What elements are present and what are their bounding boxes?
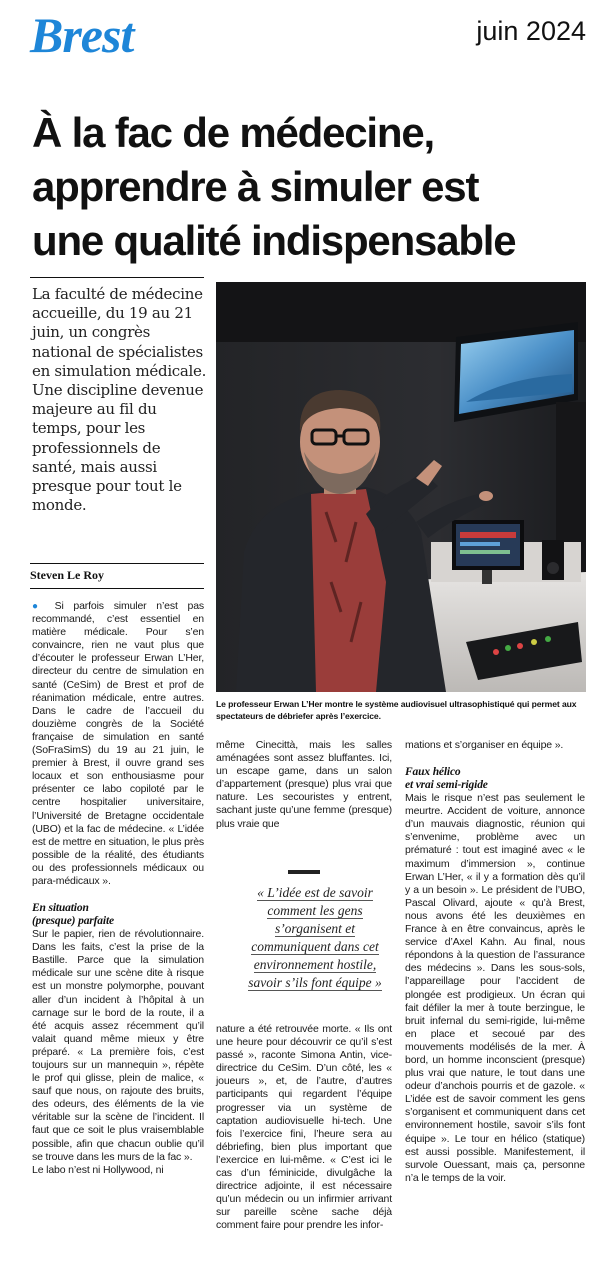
masthead xyxy=(0,0,592,70)
issue-date: juin 2024 xyxy=(476,16,586,46)
article-column-1 xyxy=(32,600,204,1177)
col3-paragraph-2: Mais le risque n’est pas seulement le meurtre. Accident de voiture, annonce d’un mauvais diagnostic, réunion qui s’envenime, problème avec un prématuré : tout est imaginé avec « le maximum d’immersion », continue Erwan L’Her, « il y a formation dès qu’il y a un besoin ». Le président de l’UBO, Pascal Olivard, ajoute « qu’à Brest, nous avons été les deuxièmes en France à en être convaincus, après le service d’Axel Kahn. Au final, nous répondons à la question de l’assurance des médecins ». Dans les sous-sols, l’appareillage pour l’accident de plongée est prodigieux. Un écran qui fait défiler la mer à toute berzingue, le bruit infernal du semi-rigide, lui-même en place et secoué par des mouvements modélisés de la mer. À bord, un homme inconscient (presque) plus vrai que nature, le tout dans une odeur d’anchois pourris et de gazole. « L’idée est de savoir comment les gens s’organisent et communiquent dans cet environnement hostile, savoir s’ils font équipe ». Le tour en hélico (statique) est aussi possible. Manifestement, il survole Ouessant, mais ça, personne n’a le temps de la voir. xyxy=(405,792,585,1184)
col3-paragraph-1: mations et s’organiser en équipe ». xyxy=(405,739,564,751)
article-photo xyxy=(216,282,586,692)
headline-line-1: À la fac de médecine, xyxy=(32,109,434,156)
bullet-icon: ● xyxy=(32,601,55,612)
subheading-2-line-1: Faux hélico xyxy=(405,766,461,779)
byline-top-rule xyxy=(30,563,204,564)
quote-line-5: environnement hostile, xyxy=(253,957,377,972)
byline: Steven Le Roy xyxy=(30,568,104,582)
lead-top-rule xyxy=(30,277,204,278)
article-column-2-top xyxy=(216,739,392,831)
quote-line-6: savoir s’ils font équipe » xyxy=(248,975,382,990)
article-column-3 xyxy=(405,739,585,1185)
col1-paragraph-1: Si parfois simuler n’est pas recommandé, c’est essentiel en matière médicale. Pour s’en convaincre, rien ne vaut plus que d’écouter le professeur Erwan L’Her, directeur du centre de simulation en santé (CeSim) de Brest et prof de réanimation médicale, entre autres. Dans le cadre de l’accueil du douzième congrès de la Société française de simulation en santé (SoFraSimS) du 19 au 21 juin, le premier à Brest, il ouvre grand ses locaux et son enthousiasme pour présenter ce labo copiloté par le centre hospitalier universitaire, l’Université de Bretagne occidentale (UBO) et la fac de médecine. « L’idée est de mettre en situation, le plus près possible de la réalité, des étudiants ou des professionnels médicaux ou para-médicaux ». xyxy=(32,600,204,887)
pull-quote xyxy=(222,884,408,992)
article-column-2-bottom xyxy=(216,1023,392,1233)
byline-bottom-rule xyxy=(30,588,204,589)
quote-line-2: comment les gens xyxy=(267,903,363,918)
page-title xyxy=(32,106,582,268)
photo-illustration xyxy=(216,282,586,692)
subheading-2 xyxy=(405,766,585,792)
headline-line-3: une qualité indispensable xyxy=(32,217,516,264)
quote-line-1: « L’idée est de savoir xyxy=(257,885,373,900)
photo-caption: Le professeur Erwan L’Her montre le système audiovisuel ultrasophistiqué qui permet aux spectateurs de débriefer après l’exercice. xyxy=(216,699,577,721)
col1-paragraph-3: Le labo n’est ni Hollywood, ni xyxy=(32,1163,164,1176)
col2-paragraph-2: nature a été retrouvée morte. « Ils ont une heure pour découvrir ce qu’il s’est passé », raconte Simona Antin, vice-directrice du CeSim. D’un côté, les « joueurs », et, de l’autre, d’autres participants qui regardent l’équipe progresser via un système de captation audiovisuelle hi-tech. Une fois l’exercice fini, l’heure sera au débriefing, bien plus important que l’exercice en lui-même. « C’est ici le cas d’un féminicide, divulgâche la directrice adjointe, il est nécessaire qu’un médecin ou un infirmier arrivant sur pareille scène sache déjà comment faire pour prendre les infor- xyxy=(216,1023,392,1232)
subheading-1 xyxy=(32,902,204,928)
quote-dash xyxy=(288,870,320,874)
quote-line-3: s’organisent et xyxy=(274,921,356,936)
headline-line-2: apprendre à simuler est xyxy=(32,163,479,210)
col1-paragraph-2: Sur le papier, rien de révolutionnaire. Dans les faits, c’est la prise de la Bastille. Parce que la simulation médicale sur une scène dite à risque est un monstre polymorphe, pouvant aller d’un incident à l’hôpital à un carnage sur le bord de la route, il a été acquis assez récemment qu’il valait quand même mieux y être préparé. « La première fois, c’est toujours sur un mannequin », répète le prof qui glisse, plein de malice, « sauf que nous, on rajoute des bruits, des odeurs, des éléments de la vie véritable sur la scène de l’incident. Il faut que ce soit le plus vraisemblable possible, afin que chacun oublie qu’il se trouve dans les murs de la fac ». xyxy=(32,928,204,1163)
subheading-1-line-2: (presque) parfaite xyxy=(32,915,114,928)
subheading-1-line-1: En situation xyxy=(32,902,89,915)
section-brand: Brest xyxy=(30,7,134,63)
subheading-2-line-2: et vrai semi-rigide xyxy=(405,779,488,792)
col2-paragraph-1: même Cinecittà, mais les salles aménagées sont assez bluffantes. Ici, un escape game, dans un salon d’appartement (presque) plus vrai que nature. Les secouristes y entrent, sachant juste qu’une femme (presque) plus vraie que xyxy=(216,739,392,830)
quote-line-4: communiquent dans cet xyxy=(251,939,379,954)
lead-paragraph: La faculté de médecine accueille, du 19 au 21 juin, un congrès national de spécialistes en simulation médicale. Une discipline devenue majeure au fil du temps, pour les professionnels de santé, mais aussi presque pour tout le monde. xyxy=(32,285,207,515)
